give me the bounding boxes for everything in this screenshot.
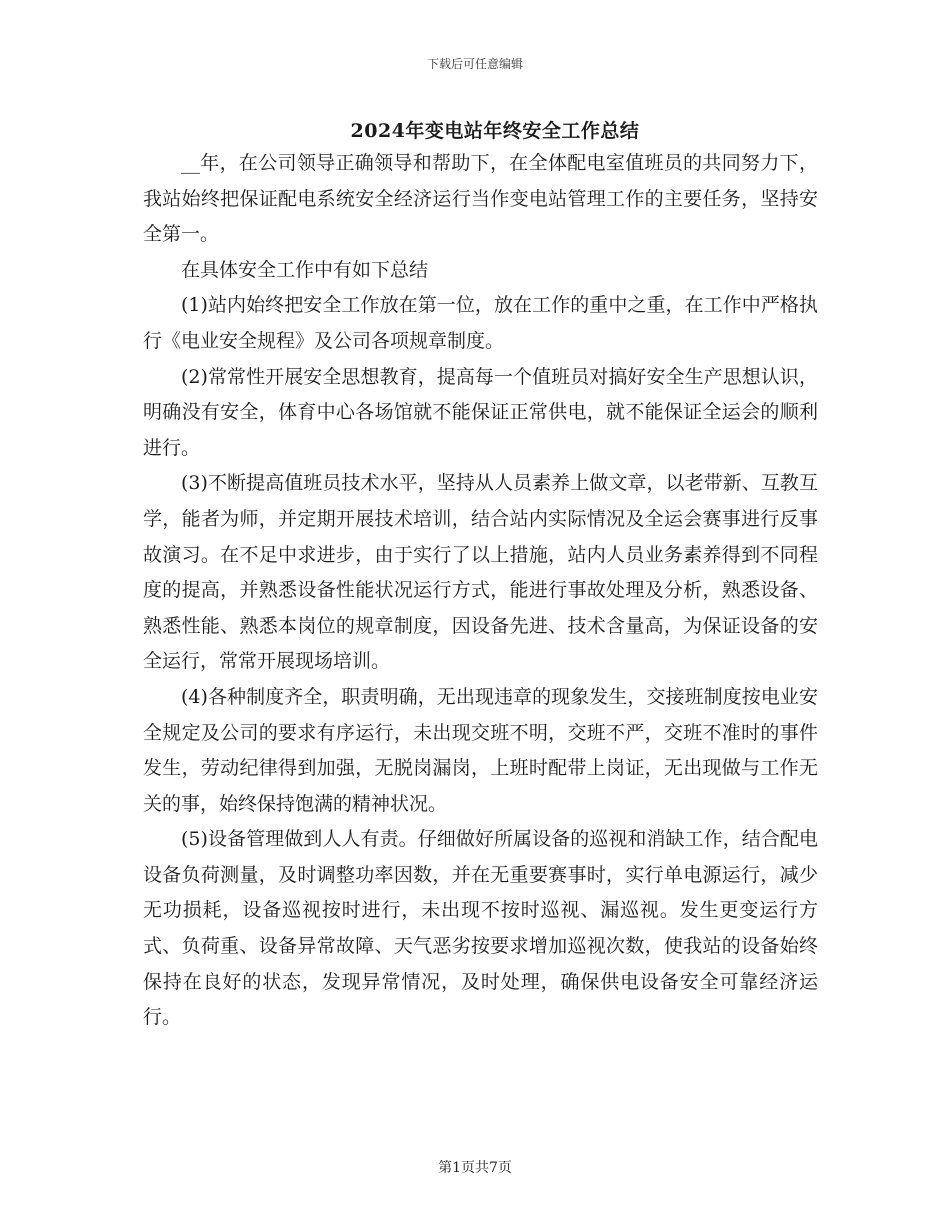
paragraph-item-2: (2)常常性开展安全思想教育，提高每一个值班员对搞好安全生产思想认识，明确没有安全，体育中心各场馆就不能保证正常供电，就不能保证全运会的顺利进行。 — [143, 365, 818, 459]
paragraph-item-3: (3)不断提高值班员技术水平，坚持从人员素养上做文章，以老带新、互教互学，能者为师，并定期开展技术培训，结合站内实际情况及全运会赛事进行反事故演习。在不足中求进步，由于实行了以上措施，站内人员业务素养得到不同程度的提高，并熟悉设备性能状况运行方式，能进行事故处理及分析，熟悉设备、熟悉性能、熟悉本岗位的规章制度，因设备先进、技术含量高，为保证设备的安全运行，常常开展现场培训。 — [143, 472, 818, 673]
header-note: 下载后可任意编辑 — [426, 57, 523, 71]
paragraph-intro: __年，在公司领导正确领导和帮助下，在全体配电室值班员的共同努力下，我站始终把保证配电系统安全经济运行当作变电站管理工作的主要任务，坚持安全第一。 — [143, 152, 818, 246]
paragraph-item-5: (5)设备管理做到人人有责。仔细做好所属设备的巡视和消缺工作，结合配电设备负荷测量，及时调整功率因数，并在无重要赛事时，实行单电源运行，减少无功损耗，设备巡视按时进行，未出现不按时巡视、漏巡视。发生更变运行方式、负荷重、设备异常故障、天气恶劣按要求增加巡视次数，使我站的设备始终保持在良好的状态，发现异常情况，及时处理，确保供电设备安全可靠经济运行。 — [143, 828, 818, 1029]
document-title: 2024年变电站年终安全工作总结 — [350, 120, 640, 142]
document-body — [143, 146, 818, 1036]
paragraph-item-4: (4)各种制度齐全，职责明确，无出现违章的现象发生，交接班制度按电业安全规定及公司的要求有序运行，未出现交班不明，交班不严，交班不准时的事件发生，劳动纪律得到加强，无脱岗漏岗，上班时配带上岗证，无出现做与工作无关的事，始终保持饱满的精神状况。 — [143, 685, 818, 815]
page-number: 第1页共7页 — [438, 1160, 512, 1176]
paragraph-item-1: (1)站内始终把安全工作放在第一位，放在工作的重中之重，在工作中严格执行《电业安全规程》及公司各项规章制度。 — [143, 294, 818, 352]
paragraph-summary-heading: 在具体安全工作中有如下总结 — [181, 258, 429, 281]
